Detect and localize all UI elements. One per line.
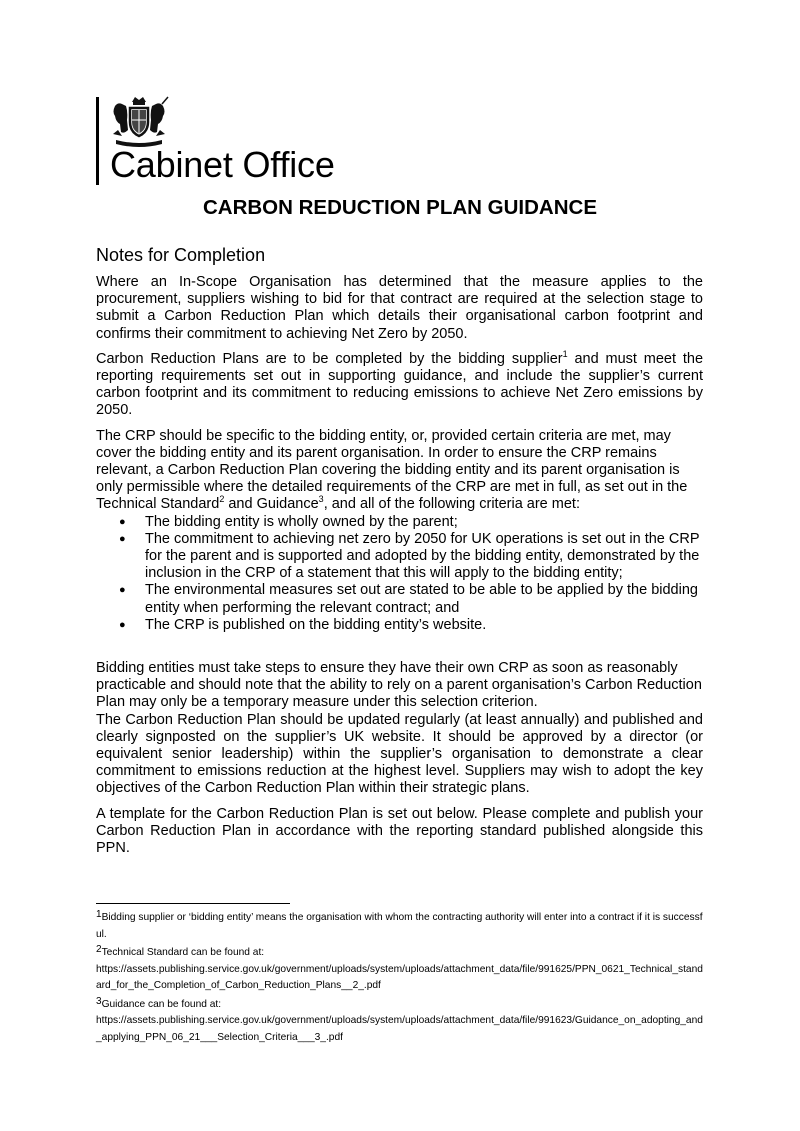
org-name: Cabinet Office <box>110 144 335 185</box>
footnote-2 <box>96 945 706 995</box>
list-item: ● The environmental measures set out are stated to be able to be applied by the bidding entity when performing the relevant contract; and <box>96 582 703 616</box>
paragraph-updates: The Carbon Reduction Plan should be updated regularly (at least annually) and published and clearly signposted on the supplier’s UK website. It should be approved by a director (or equivalent senior leadership) within the supplier’s organisation to demonstrate a clear commitment to emissions reduction at the highest level. Suppliers may wish to adopt the key objectives of the Carbon Reduction Plan within their strategic plans. <box>96 711 703 797</box>
footnote-url[interactable]: https://assets.publishing.service.gov.uk/government/uploads/system/uploads/attachment_data/file/991623/Guidance_on_adopting_and_applying_PPN_06_21___Selection_Criteria___3_.pdf <box>96 1015 703 1043</box>
footnote-1 <box>96 910 706 943</box>
paragraph-template: A template for the Carbon Reduction Plan is set out below. Please complete and publish your Carbon Reduction Plan in accordance with the reporting standard published alongside this PPN. <box>96 805 703 857</box>
paragraph-criteria <box>96 428 703 514</box>
footnote-number: 2 <box>96 944 102 955</box>
paragraph-text: Carbon Reduction Plans are to be completed by the bidding supplier <box>96 350 563 367</box>
footnote-text: Technical Standard can be found at: <box>101 947 265 958</box>
footnote-divider <box>96 903 290 904</box>
paragraph-bidding-entities: Bidding entities must take steps to ensure they have their own CRP as soon as reasonably practicable and should note that the ability to rely on a parent organisation’s Carbon Reduction Plan may only be a temporary measure under this selection criterion. <box>96 660 702 711</box>
footnote-ref-2[interactable]: 2 <box>219 494 225 505</box>
main-content <box>96 244 703 865</box>
footnote-number: 1 <box>96 909 102 920</box>
footnote-ref-1[interactable]: 1 <box>562 348 568 359</box>
footnote-number: 3 <box>96 995 102 1007</box>
list-item: ● The CRP is published on the bidding entity’s website. <box>96 617 703 634</box>
footnote-text: Bidding supplier or ‘bidding entity’ means the organisation with whom the contracting authority will enter into a contract if it is successful. <box>96 912 703 940</box>
paragraph-text: The CRP should be specific to the bidding entity, or, provided certain criteria are met, may cover the bidding entity and its parent organisation. In order to ensure the CRP remains relevant, a Carbon Reduction Plan covering the bidding entity and its parent organisation is only permissible where the detailed requirements of the CRP are met in full, as set out in the Technical Standard <box>96 427 688 513</box>
royal-coat-of-arms-icon <box>108 94 170 148</box>
paragraph-text: , and all of the following criteria are met: <box>323 496 580 513</box>
paragraph-text: and must meet the reporting requirements set out in supporting guidance, and include the supplier’s current carbon footprint and its commitment to reducing emissions to achieve Net Zero emissions by 2050. <box>96 350 704 419</box>
footnotes <box>96 910 706 1048</box>
footnote-text: Guidance can be found at: <box>101 998 222 1010</box>
paragraph-completion <box>96 348 704 420</box>
footnote-3 <box>96 997 706 1047</box>
footnote-url[interactable]: https://assets.publishing.service.gov.uk/government/uploads/system/uploads/attachment_data/file/991625/PPN_0621_Technical_standard_for_the_Completion_of_Carbon_Reduction_Plans__2_.pdf <box>96 963 703 991</box>
page-title: CARBON REDUCTION PLAN GUIDANCE <box>202 196 598 219</box>
logo-divider <box>96 97 99 185</box>
footnote-ref-3[interactable]: 3 <box>318 494 324 505</box>
list-item: ● The commitment to achieving net zero by 2050 for UK operations is set out in the CRP for the parent and is supported and adopted by the bidding entity, demonstrated by the inclusion in the CRP of a statement that this will apply to the bidding entity; <box>96 531 703 583</box>
list-item: ● The bidding entity is wholly owned by the parent; <box>96 514 703 531</box>
section-heading: Notes for Completion <box>96 245 266 265</box>
spacer <box>96 634 703 660</box>
criteria-list <box>96 514 703 634</box>
paragraph-text: and Guidance <box>224 496 319 513</box>
paragraph-intro: Where an In-Scope Organisation has determined that the measure applies to the procurement, suppliers wishing to bid for that contract are required at the selection stage to submit a Carbon Reduction Plan which details their organisational carbon footprint and confirms their commitment to achieving Net Zero by 2050. <box>96 274 703 342</box>
